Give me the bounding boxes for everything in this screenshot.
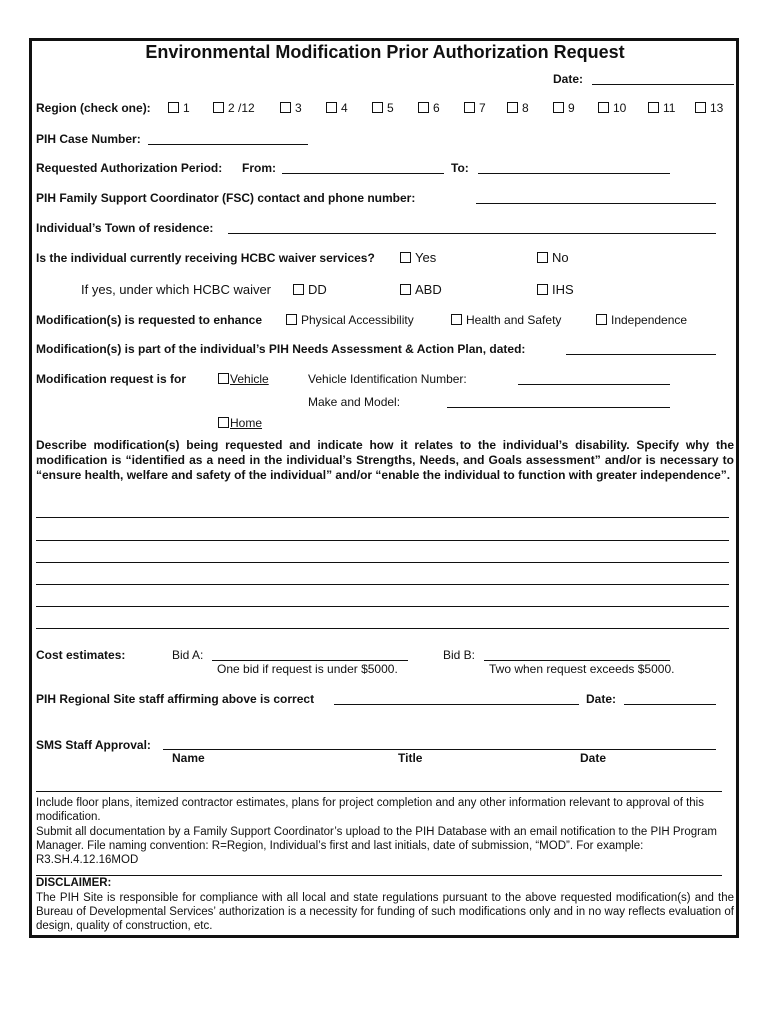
waiver-dd-checkbox[interactable] — [293, 284, 304, 295]
region-option-label: 6 — [433, 101, 440, 115]
vin-field[interactable] — [518, 384, 670, 385]
enhance-physical-label: Physical Accessibility — [301, 313, 414, 327]
region-option-label: 9 — [568, 101, 575, 115]
describe-line-3[interactable] — [36, 562, 729, 563]
home-checkbox[interactable] — [218, 417, 229, 428]
region-option-label: 3 — [295, 101, 302, 115]
describe-instructions: Describe modification(s) being requested and indicate how it relates to the individual’s disability. Specify why the modification is “identified as a need in the individual’s Strengths, Needs, and Goals assessment” and/or is necessary to “ensure health, welfare and safety of the individual” and/or “enable the individual to function with greater independence”. — [36, 438, 734, 482]
request-for-label: Modification request is for — [36, 372, 187, 386]
enhance-health-checkbox[interactable] — [451, 314, 462, 325]
hcbc-yes-option[interactable] — [400, 250, 436, 265]
disclaimer-text: The PIH Site is responsible for compliance with all local and state regulations pursuant to the above requested modification(s) and the Bureau of Developmental Services’ authorization is a necessity for funding of such modifications only and in no way reflects evaluation of design, quality of construction, etc. — [36, 892, 734, 932]
region-checkbox[interactable] — [464, 102, 475, 113]
describe-line-4[interactable] — [36, 584, 729, 585]
vin-label: Vehicle Identification Number: — [308, 372, 467, 386]
hcbc-yes-label: Yes — [415, 250, 437, 265]
region-option-label: 10 — [613, 101, 627, 115]
separator-line — [36, 791, 722, 792]
region-option-11[interactable] — [648, 101, 675, 115]
describe-line-5[interactable] — [36, 606, 729, 607]
vehicle-label: Vehicle — [230, 372, 269, 386]
region-checkbox[interactable] — [507, 102, 518, 113]
enhance-independence-checkbox[interactable] — [596, 314, 607, 325]
make-model-field[interactable] — [447, 407, 670, 408]
to-label: To: — [451, 161, 469, 175]
enhance-health-label: Health and Safety — [466, 313, 562, 327]
auth-period-label: Requested Authorization Period: — [36, 161, 223, 175]
form-title: Environmental Modification Prior Authorization Request — [145, 42, 625, 62]
region-checkbox[interactable] — [648, 102, 659, 113]
enhance-physical-checkbox[interactable] — [286, 314, 297, 325]
enhance-label: Modification(s) is requested to enhance — [36, 313, 263, 327]
disclaimer-title: DISCLAIMER: — [36, 877, 112, 889]
region-option-label: 5 — [387, 101, 394, 115]
waiver-ihs-checkbox[interactable] — [537, 284, 548, 295]
region-option-label: 1 — [183, 101, 190, 115]
regional-staff-field[interactable] — [334, 704, 579, 705]
region-checkbox[interactable] — [280, 102, 291, 113]
make-model-label: Make and Model: — [308, 395, 401, 409]
region-option-10[interactable] — [598, 101, 626, 115]
hcbc-no-option[interactable] — [537, 250, 569, 265]
town-field[interactable] — [228, 233, 716, 234]
hcbc-question-label: Is the individual currently receiving HCBC waiver services? — [36, 251, 375, 265]
waiver-ihs-label: IHS — [552, 282, 574, 297]
region-option-label: 13 — [710, 101, 724, 115]
region-option-6[interactable] — [418, 101, 440, 115]
region-label: Region (check one): — [36, 101, 151, 115]
bid-b-note: Two when request exceeds $5000. — [489, 662, 675, 676]
sms-date-label: Date — [580, 751, 607, 765]
region-option-1[interactable] — [168, 101, 190, 115]
waiver-abd-checkbox[interactable] — [400, 284, 411, 295]
region-option-label: 4 — [341, 101, 348, 115]
regional-date-field[interactable] — [624, 704, 716, 705]
sms-title-label: Title — [398, 751, 423, 765]
case-number-field[interactable] — [148, 144, 308, 145]
bid-a-note: One bid if request is under $5000. — [217, 662, 398, 676]
region-option-7[interactable] — [464, 101, 486, 115]
region-option-9[interactable] — [553, 101, 575, 115]
instructions-attachments: Include floor plans, itemized contractor estimates, plans for project completion and any other information relevant to approval of this modification. — [36, 797, 704, 823]
region-checkbox[interactable] — [326, 102, 337, 113]
region-option-12[interactable] — [695, 101, 723, 115]
home-option[interactable] — [218, 416, 262, 430]
region-checkbox[interactable] — [168, 102, 179, 113]
waiver-abd-option[interactable] — [400, 282, 442, 297]
case-number-label: PIH Case Number: — [36, 132, 141, 146]
region-option-2[interactable] — [213, 101, 255, 115]
fsc-label: PIH Family Support Coordinator (FSC) contact and phone number: — [36, 191, 416, 205]
pih-needs-date-field[interactable] — [566, 354, 716, 355]
waiver-ihs-option[interactable] — [537, 282, 574, 297]
from-label: From: — [242, 161, 276, 175]
date-label: Date: — [553, 72, 584, 86]
describe-line-2[interactable] — [36, 540, 729, 541]
enhance-independence-label: Independence — [611, 313, 688, 327]
enhance-physical-option[interactable] — [286, 313, 414, 327]
enhance-independence-option[interactable] — [596, 313, 687, 327]
region-checkbox[interactable] — [418, 102, 429, 113]
region-checkbox[interactable] — [213, 102, 224, 113]
region-option-5[interactable] — [372, 101, 394, 115]
region-option-4[interactable] — [326, 101, 348, 115]
bid-b-label: Bid B: — [443, 648, 476, 662]
region-option-label: 7 — [479, 101, 486, 115]
describe-line-6[interactable] — [36, 628, 729, 629]
hcbc-which-label: If yes, under which HCBC waiver — [81, 282, 272, 297]
home-label: Home — [230, 416, 263, 430]
region-checkbox[interactable] — [372, 102, 383, 113]
disclaimer-separator — [36, 875, 722, 876]
region-checkbox[interactable] — [553, 102, 564, 113]
describe-line-1[interactable] — [36, 517, 729, 518]
region-option-8[interactable] — [507, 101, 529, 115]
sms-approval-label: SMS Staff Approval: — [36, 738, 151, 752]
waiver-dd-option[interactable] — [293, 282, 327, 297]
bid-a-field[interactable] — [212, 660, 408, 661]
pih-needs-label: Modification(s) is part of the individual’s PIH Needs Assessment & Action Plan, dated: — [36, 342, 526, 356]
region-option-3[interactable] — [280, 101, 302, 115]
regional-date-label: Date: — [586, 692, 617, 706]
sms-name-label: Name — [172, 751, 205, 765]
bid-a-label: Bid A: — [172, 648, 204, 662]
region-checkbox[interactable] — [598, 102, 609, 113]
region-checkbox[interactable] — [695, 102, 706, 113]
hcbc-yes-checkbox[interactable] — [400, 252, 411, 263]
hcbc-no-checkbox[interactable] — [537, 252, 548, 263]
fsc-field[interactable] — [476, 203, 716, 204]
town-label: Individual’s Town of residence: — [36, 221, 214, 235]
bid-b-field[interactable] — [484, 660, 670, 661]
to-field[interactable] — [478, 173, 670, 174]
cost-estimates-label: Cost estimates: — [36, 648, 126, 662]
vehicle-option[interactable] — [218, 372, 269, 386]
waiver-dd-label: DD — [308, 282, 327, 297]
region-option-label: 2 /12 — [228, 101, 255, 115]
regional-staff-label: PIH Regional Site staff affirming above is correct — [36, 692, 315, 706]
instructions-submission: Submit all documentation by a Family Support Coordinator’s upload to the PIH Database with an email notification to the PIH Program Manager. File naming convention: R=Region, Individual’s first and last initials, date of submission, “MOD”. For example: R3.SH.4.12.16MOD — [36, 826, 717, 866]
vehicle-checkbox[interactable] — [218, 373, 229, 384]
region-option-label: 11 — [663, 101, 676, 115]
hcbc-no-label: No — [552, 250, 569, 265]
enhance-health-option[interactable] — [451, 313, 561, 327]
from-field[interactable] — [282, 173, 444, 174]
date-field[interactable] — [592, 84, 734, 85]
waiver-abd-label: ABD — [415, 282, 442, 297]
region-option-label: 8 — [522, 101, 529, 115]
sms-approval-field[interactable] — [163, 749, 716, 750]
